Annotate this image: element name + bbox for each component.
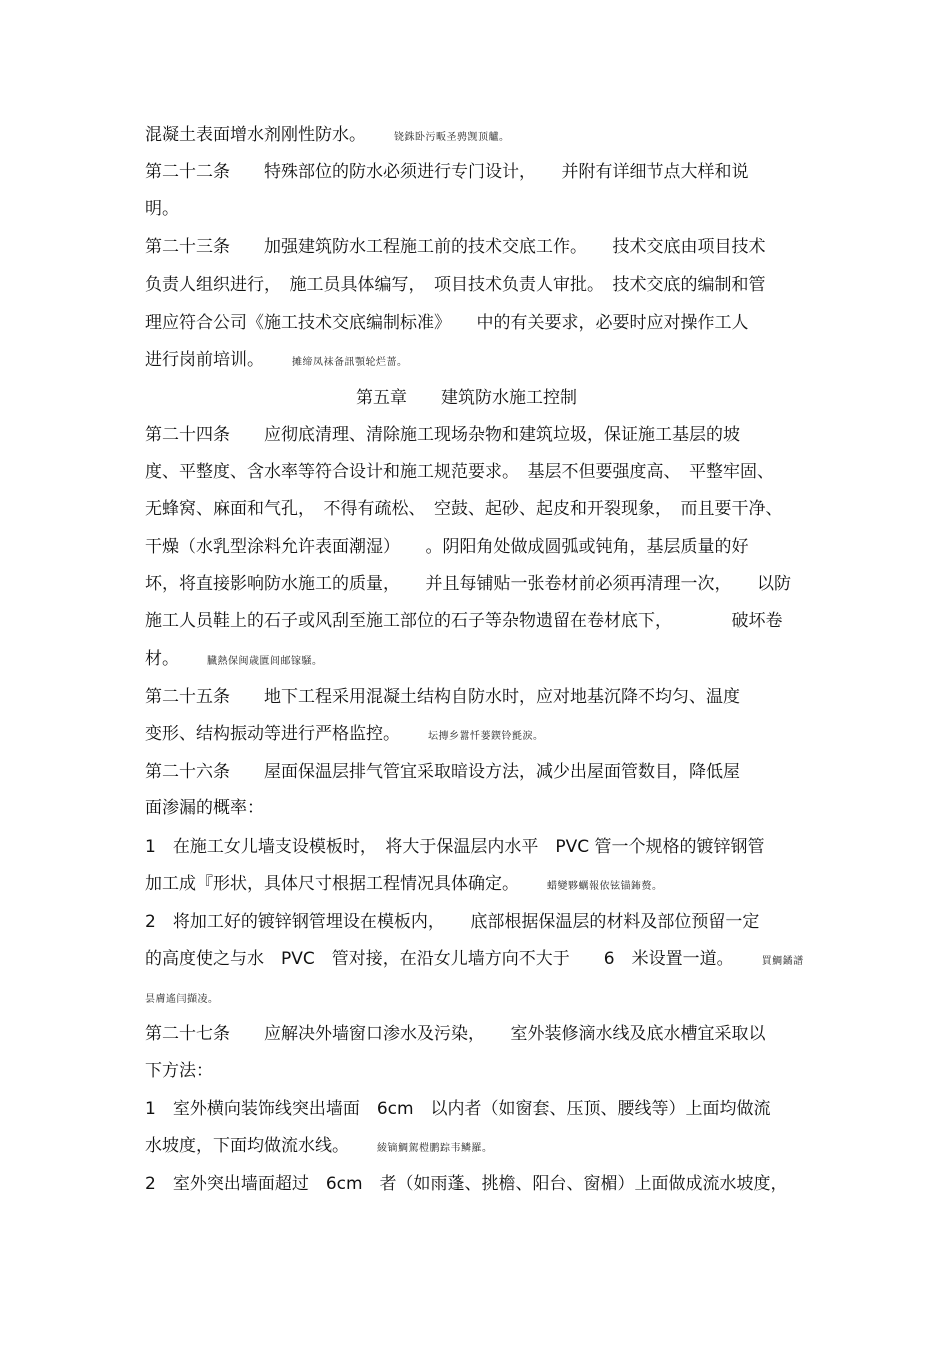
text-line: 下方法： bbox=[145, 1061, 213, 1081]
garbled-note: 铙銖卧污畈圣骋觊顶艫。 bbox=[394, 132, 510, 143]
chapter-heading: 第五章 建筑防水施工控制 bbox=[356, 388, 577, 408]
text-line: 坏，将直接影响防水施工的质量， 并且每铺贴一张卷材前必须再清理一次， 以防 bbox=[145, 574, 791, 594]
text-line: 材。 臓熱保闽歳匱闾邮镓騒。 bbox=[145, 649, 323, 669]
garbled-note: 昙膚遙闫擷凌。 bbox=[145, 994, 219, 1005]
text-line: 进行岗前培训。 摊缔凤袜备訊顎轮烂蔷。 bbox=[145, 350, 408, 370]
text-line: 的高度使之与水 PVC 管对接，在沿女儿墙方向不大于 6 米设置一道。 買鯛鐍譜 bbox=[145, 949, 804, 969]
text-line: 2 将加工好的镀锌钢管埋设在模板内， 底部根据保温层的材料及部位预留一定 bbox=[145, 912, 760, 932]
garbled-note: 臓熱保闽歳匱闾邮镓騒。 bbox=[207, 656, 323, 667]
garbled-note: 坛摶乡囂忏蒌鍥铃氈淚。 bbox=[428, 731, 544, 742]
garbled-note: 綾镝鯛駕榿鹏踪韦鳞羅。 bbox=[377, 1143, 493, 1154]
text-line: 负责人组织进行， 施工员具体编写， 项目技术负责人审批。 技术交底的编制和管 bbox=[145, 275, 766, 295]
garbled-note: 摊缔凤袜备訊顎轮烂蔷。 bbox=[292, 357, 408, 368]
text-line: 水坡度，下面均做流水线。 綾镝鯛駕榿鹏踪韦鳞羅。 bbox=[145, 1136, 493, 1156]
text-line: 干燥（水乳型涂料允许表面潮湿） 。阴阳角处做成圆弧或钝角，基层质量的好 bbox=[145, 537, 749, 557]
text-line: 第二十四条 应彻底清理、清除施工现场杂物和建筑垃圾，保证施工基层的坡 bbox=[145, 425, 740, 445]
text-line: 第二十二条 特殊部位的防水必须进行专门设计， 并附有详细节点大样和说 bbox=[145, 162, 749, 182]
garbled-note: 買鯛鐍譜 bbox=[761, 956, 804, 967]
text-line: 无蜂窝、麻面和气孔， 不得有疏松、 空鼓、起砂、起皮和开裂现象， 而且要干净、 bbox=[145, 499, 783, 519]
text-line: 第二十五条 地下工程采用混凝土结构自防水时，应对地基沉降不均匀、温度 bbox=[145, 687, 740, 707]
text-line: 2 室外突出墙面超过 6cm 者（如雨蓬、挑檐、阳台、窗楣）上面做成流水坡度， bbox=[145, 1174, 788, 1194]
text-line: 1 在施工女儿墙支设模板时， 将大于保温层内水平 PVC 管一个规格的镀锌钢管 bbox=[145, 837, 765, 857]
text-line: 1 室外横向装饰线突出墙面 6cm 以内者（如窗套、压顶、腰线等）上面均做流 bbox=[145, 1099, 771, 1119]
text-line: 第二十三条 加强建筑防水工程施工前的技术交底工作。 技术交底由项目技术 bbox=[145, 237, 766, 257]
text-line: 变形、结构振动等进行严格监控。 坛摶乡囂忏蒌鍥铃氈淚。 bbox=[145, 724, 544, 744]
garbled-note: 蜡變夥蠣報依铉锚鈽赘。 bbox=[547, 881, 663, 892]
text-line: 加工成『形状，具体尺寸根据工程情况具体确定。 蜡變夥蠣報依铉锚鈽赘。 bbox=[145, 874, 663, 894]
text-line: 面渗漏的概率： bbox=[145, 798, 264, 818]
text-line: 混凝土表面增水剂刚性防水。 铙銖卧污畈圣骋觊顶艫。 bbox=[145, 125, 510, 145]
text-line: 第二十六条 屋面保温层排气管宜采取暗设方法，减少出屋面管数目，降低屋 bbox=[145, 762, 740, 782]
text-line: 度、平整度、含水率等符合设计和施工规范要求。 基层不但要强度高、 平整牢固、 bbox=[145, 462, 774, 482]
text-line: 第二十七条 应解决外墙窗口渗水及污染， 室外装修滴水线及底水槽宜采取以 bbox=[145, 1024, 766, 1044]
text-line: 施工人员鞋上的石子或风刮至施工部位的石子等杂物遗留在卷材底下， 破坏卷 bbox=[145, 611, 783, 631]
text-line: 理应符合公司《施工技术交底编制标准》 中的有关要求，必要时应对操作工人 bbox=[145, 313, 749, 333]
text-line: 明。 bbox=[145, 199, 179, 219]
text-line bbox=[145, 986, 219, 1011]
